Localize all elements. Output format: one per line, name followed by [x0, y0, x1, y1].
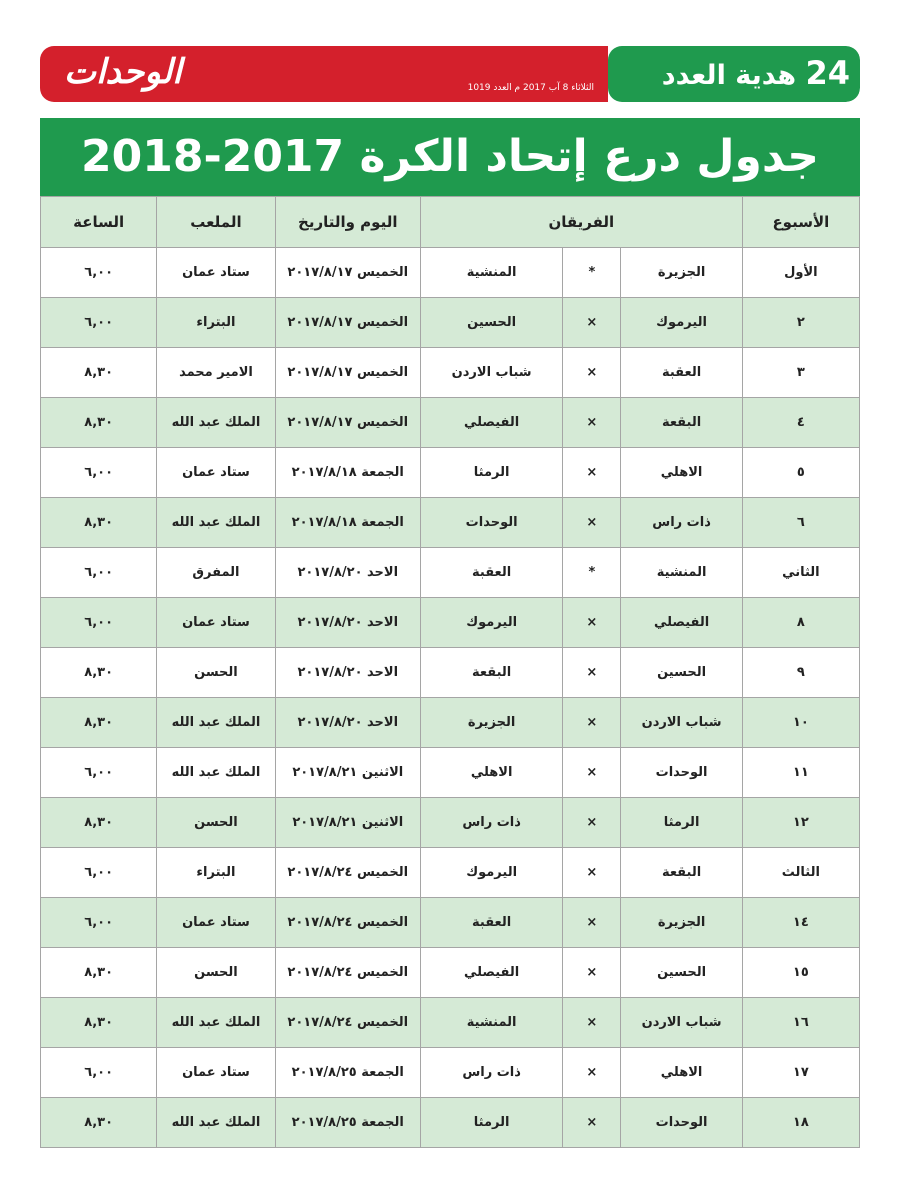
- cell-team-home: الحسين: [621, 648, 742, 698]
- cell-week: ١٦: [742, 998, 859, 1048]
- cell-separator: ×: [563, 598, 621, 648]
- cell-week: ٢: [742, 298, 859, 348]
- issue-gift-label: هدية العدد: [661, 60, 797, 91]
- cell-venue: الملك عبد الله: [157, 748, 275, 798]
- cell-venue: المفرق: [157, 548, 275, 598]
- cell-week: ١٠: [742, 698, 859, 748]
- brand-logo-text: الوحدات: [64, 52, 182, 92]
- cell-team-away: المنشية: [420, 998, 562, 1048]
- cell-team-away: الفيصلي: [420, 398, 562, 448]
- table-row: [41, 898, 860, 948]
- issue-dateline: الثلاثاء 8 آب 2017 م العدد 1019: [467, 83, 594, 93]
- cell-team-away: المنشية: [420, 248, 562, 298]
- cell-date: الاحد ٢٠١٧/٨/٢٠: [275, 698, 420, 748]
- cell-time: ٦,٠٠: [41, 548, 157, 598]
- cell-time: ٨,٣٠: [41, 998, 157, 1048]
- cell-time: ٦,٠٠: [41, 1048, 157, 1098]
- table-row: [41, 648, 860, 698]
- cell-team-home: الاهلي: [621, 448, 742, 498]
- cell-separator: *: [563, 248, 621, 298]
- cell-venue: الامير محمد: [157, 348, 275, 398]
- cell-venue: الملك عبد الله: [157, 998, 275, 1048]
- cell-time: ٨,٣٠: [41, 498, 157, 548]
- cell-time: ٦,٠٠: [41, 248, 157, 298]
- cell-separator: ×: [563, 648, 621, 698]
- table-row: [41, 348, 860, 398]
- header-date: اليوم والتاريخ: [275, 197, 420, 248]
- issue-number: 24: [805, 54, 850, 92]
- table-row: [41, 548, 860, 598]
- cell-venue: الملك عبد الله: [157, 1098, 275, 1148]
- cell-week: ٥: [742, 448, 859, 498]
- cell-separator: ×: [563, 898, 621, 948]
- cell-date: الجمعة ٢٠١٧/٨/٢٥: [275, 1098, 420, 1148]
- cell-time: ٨,٣٠: [41, 698, 157, 748]
- header-venue: الملعب: [157, 197, 275, 248]
- cell-team-home: الرمثا: [621, 798, 742, 848]
- cell-team-home: الاهلي: [621, 1048, 742, 1098]
- cell-team-home: اليرموك: [621, 298, 742, 348]
- cell-team-away: اليرموك: [420, 848, 562, 898]
- cell-team-away: ذات راس: [420, 1048, 562, 1098]
- cell-week: الثالث: [742, 848, 859, 898]
- cell-venue: الحسن: [157, 648, 275, 698]
- cell-week: ١١: [742, 748, 859, 798]
- cell-date: الاحد ٢٠١٧/٨/٢٠: [275, 648, 420, 698]
- table-row: [41, 398, 860, 448]
- cell-date: الاحد ٢٠١٧/٨/٢٠: [275, 598, 420, 648]
- cell-separator: ×: [563, 398, 621, 448]
- table-row: [41, 798, 860, 848]
- cell-date: الاثنين ٢٠١٧/٨/٢١: [275, 798, 420, 848]
- cell-team-home: الجزيرة: [621, 248, 742, 298]
- table-row: [41, 748, 860, 798]
- header-teams: الفريقان: [420, 197, 742, 248]
- cell-venue: الملك عبد الله: [157, 498, 275, 548]
- cell-venue: ستاد عمان: [157, 598, 275, 648]
- cell-separator: ×: [563, 448, 621, 498]
- cell-team-home: الوحدات: [621, 1098, 742, 1148]
- cell-team-away: العقبة: [420, 548, 562, 598]
- cell-team-home: البقعة: [621, 398, 742, 448]
- cell-separator: ×: [563, 498, 621, 548]
- cell-team-away: الجزيرة: [420, 698, 562, 748]
- cell-team-home: الجزيرة: [621, 898, 742, 948]
- cell-venue: ستاد عمان: [157, 1048, 275, 1098]
- cell-venue: الحسن: [157, 948, 275, 998]
- header-week: الأسبوع: [742, 197, 859, 248]
- cell-separator: *: [563, 548, 621, 598]
- cell-date: الجمعة ٢٠١٧/٨/١٨: [275, 448, 420, 498]
- cell-team-away: ذات راس: [420, 798, 562, 848]
- cell-week: ١٧: [742, 1048, 859, 1098]
- cell-time: ٨,٣٠: [41, 648, 157, 698]
- table-header-row: [41, 197, 860, 248]
- cell-team-away: اليرموك: [420, 598, 562, 648]
- table-row: [41, 248, 860, 298]
- cell-week: ٩: [742, 648, 859, 698]
- table-row: [41, 1048, 860, 1098]
- cell-week: ١٢: [742, 798, 859, 848]
- cell-separator: ×: [563, 948, 621, 998]
- cell-team-home: شباب الاردن: [621, 698, 742, 748]
- cell-team-home: الوحدات: [621, 748, 742, 798]
- cell-separator: ×: [563, 748, 621, 798]
- cell-time: ٦,٠٠: [41, 448, 157, 498]
- cell-week: ١٥: [742, 948, 859, 998]
- cell-time: ٨,٣٠: [41, 948, 157, 998]
- cell-team-home: العقبة: [621, 348, 742, 398]
- brand-band: [40, 46, 608, 102]
- cell-separator: ×: [563, 798, 621, 848]
- cell-time: ٦,٠٠: [41, 298, 157, 348]
- cell-time: ٦,٠٠: [41, 748, 157, 798]
- cell-team-away: الوحدات: [420, 498, 562, 548]
- cell-week: ٤: [742, 398, 859, 448]
- table-row: [41, 448, 860, 498]
- cell-date: الخميس ٢٠١٧/٨/٢٤: [275, 898, 420, 948]
- cell-separator: ×: [563, 998, 621, 1048]
- table-row: [41, 1098, 860, 1148]
- cell-venue: ستاد عمان: [157, 898, 275, 948]
- cell-time: ٨,٣٠: [41, 398, 157, 448]
- cell-week: ١٨: [742, 1098, 859, 1148]
- cell-week: الأول: [742, 248, 859, 298]
- cell-date: الاحد ٢٠١٧/٨/٢٠: [275, 548, 420, 598]
- cell-team-away: الرمثا: [420, 448, 562, 498]
- cell-venue: الملك عبد الله: [157, 698, 275, 748]
- cell-team-home: الحسين: [621, 948, 742, 998]
- cell-team-home: الفيصلي: [621, 598, 742, 648]
- cell-separator: ×: [563, 1048, 621, 1098]
- cell-date: الخميس ٢٠١٧/٨/١٧: [275, 348, 420, 398]
- cell-time: ٦,٠٠: [41, 848, 157, 898]
- table-row: [41, 998, 860, 1048]
- header-time: الساعة: [41, 197, 157, 248]
- issue-badge: [608, 46, 860, 102]
- cell-time: ٨,٣٠: [41, 798, 157, 848]
- cell-venue: الحسن: [157, 798, 275, 848]
- cell-date: الخميس ٢٠١٧/٨/١٧: [275, 398, 420, 448]
- cell-team-home: ذات راس: [621, 498, 742, 548]
- cell-team-home: البقعة: [621, 848, 742, 898]
- page-title: جدول درع إتحاد الكرة 2017-2018: [40, 118, 860, 196]
- cell-week: ١٤: [742, 898, 859, 948]
- cell-venue: البتراء: [157, 298, 275, 348]
- cell-time: ٨,٣٠: [41, 1098, 157, 1148]
- cell-team-home: المنشية: [621, 548, 742, 598]
- cell-team-away: الفيصلي: [420, 948, 562, 998]
- cell-date: الخميس ٢٠١٧/٨/٢٤: [275, 948, 420, 998]
- cell-venue: ستاد عمان: [157, 448, 275, 498]
- cell-time: ٦,٠٠: [41, 598, 157, 648]
- table-row: [41, 298, 860, 348]
- cell-date: الجمعة ٢٠١٧/٨/٢٥: [275, 1048, 420, 1098]
- cell-team-home: شباب الاردن: [621, 998, 742, 1048]
- table-row: [41, 598, 860, 648]
- fixtures-body: [41, 248, 860, 1148]
- table-row: [41, 498, 860, 548]
- cell-week: الثاني: [742, 548, 859, 598]
- cell-venue: ستاد عمان: [157, 248, 275, 298]
- cell-date: الخميس ٢٠١٧/٨/١٧: [275, 298, 420, 348]
- table-row: [41, 698, 860, 748]
- fixtures-table: [40, 196, 860, 1148]
- cell-separator: ×: [563, 348, 621, 398]
- cell-week: ٦: [742, 498, 859, 548]
- cell-team-away: البقعة: [420, 648, 562, 698]
- cell-separator: ×: [563, 298, 621, 348]
- cell-date: الجمعة ٢٠١٧/٨/١٨: [275, 498, 420, 548]
- cell-team-away: العقبة: [420, 898, 562, 948]
- cell-separator: ×: [563, 698, 621, 748]
- cell-team-away: الاهلي: [420, 748, 562, 798]
- cell-separator: ×: [563, 848, 621, 898]
- table-row: [41, 948, 860, 998]
- cell-date: الخميس ٢٠١٧/٨/٢٤: [275, 998, 420, 1048]
- cell-venue: البتراء: [157, 848, 275, 898]
- issue-label: [662, 54, 850, 92]
- cell-time: ٦,٠٠: [41, 898, 157, 948]
- cell-date: الاثنين ٢٠١٧/٨/٢١: [275, 748, 420, 798]
- cell-separator: ×: [563, 1098, 621, 1148]
- cell-time: ٨,٣٠: [41, 348, 157, 398]
- cell-week: ٣: [742, 348, 859, 398]
- cell-date: الخميس ٢٠١٧/٨/١٧: [275, 248, 420, 298]
- cell-venue: الملك عبد الله: [157, 398, 275, 448]
- cell-team-away: شباب الاردن: [420, 348, 562, 398]
- page-header: [40, 46, 860, 102]
- table-row: [41, 848, 860, 898]
- cell-team-away: الحسين: [420, 298, 562, 348]
- cell-date: الخميس ٢٠١٧/٨/٢٤: [275, 848, 420, 898]
- cell-team-away: الرمثا: [420, 1098, 562, 1148]
- cell-week: ٨: [742, 598, 859, 648]
